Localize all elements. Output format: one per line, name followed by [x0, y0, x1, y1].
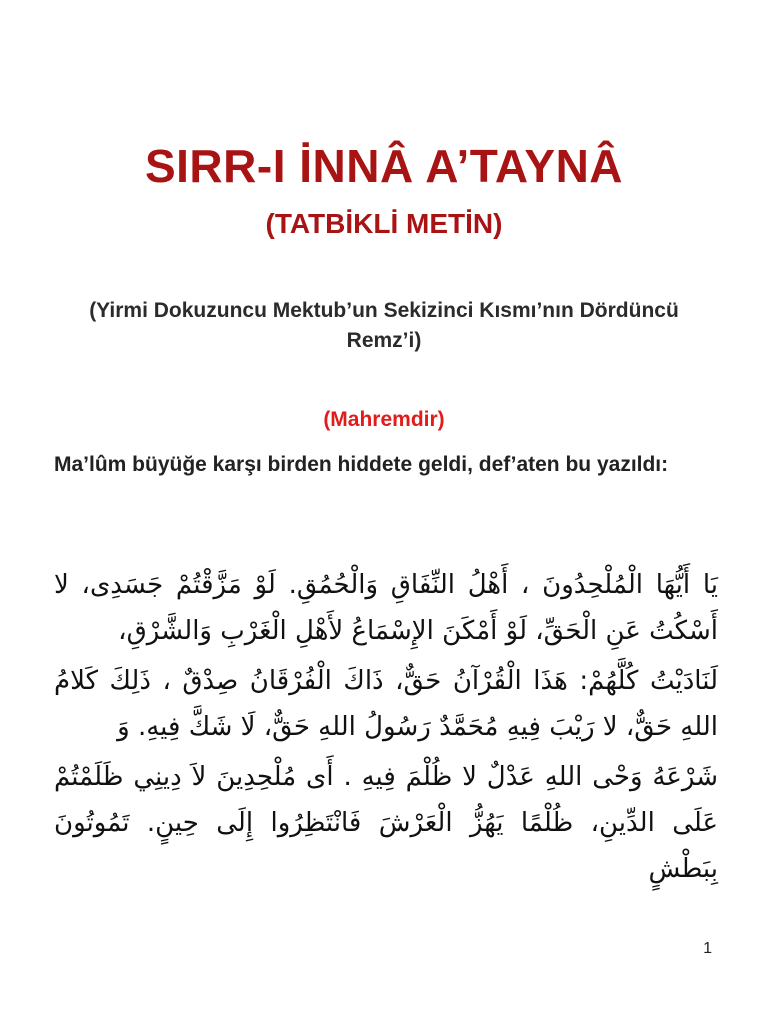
- page-number: 1: [703, 940, 712, 957]
- document-title: SIRR-I İNNÂ A’TAYNÂ: [144, 140, 624, 192]
- document-reference: (Yirmi Dokuzuncu Mektub’un Sekizinci Kısmı’nın Dördüncü Remz’i): [89, 299, 679, 352]
- intro-paragraph: Ma’lûm büyüğe karşı birden hiddete geldi, def’aten bu yazıldı:: [54, 453, 669, 476]
- confidential-notice: (Mahremdir): [323, 408, 445, 431]
- arabic-paragraph: شَرْعَهُ وَحْى اللهِ عَدْلٌ لا ظُلْمَ فِيهِ . أَى مُلْحِدِينَ لاَ دِينِي ظَلَمْتُمْ عَلَى الدِّينِ، ظُلْمًا يَهُزُّ الْعَرْشَ فَانْتَظِرُوا إِلَى حِينٍ. تَمُوتُونَ بِبَطْشٍ: [54, 762, 718, 884]
- arabic-paragraph: يَا أَيُّهَا الْمُلْحِدُونَ ، أَهْلُ النِّفَاقِ وَالْحُمُقِ. لَوْ مَزَّقْتُمْ جَسَدِى، لا أَسْكُتُ عَنِ الْحَقِّ، لَوْ أَمْكَنَ الإِسْمَاعُ لأَهْلِ الْغَرْبِ وَالشَّرْقِ،: [54, 570, 718, 646]
- document-subtitle: (TATBİKLİ METİN): [265, 208, 503, 239]
- arabic-paragraph: لَنَادَيْتُ كُلَّهُمْ: هَذَا الْقُرْآنُ حَقٌّ، ذَاكَ الْفُرْقَانُ صِدْقٌ ، ذَلِكَ كَلامُ اللهِ حَقٌّ، لا رَيْبَ فِيهِ مُحَمَّدٌ رَسُولُ اللهِ حَقٌّ، لَا شَكَّ فِيهِ. وَ: [54, 666, 718, 742]
- arabic-text-block: [54, 562, 718, 896]
